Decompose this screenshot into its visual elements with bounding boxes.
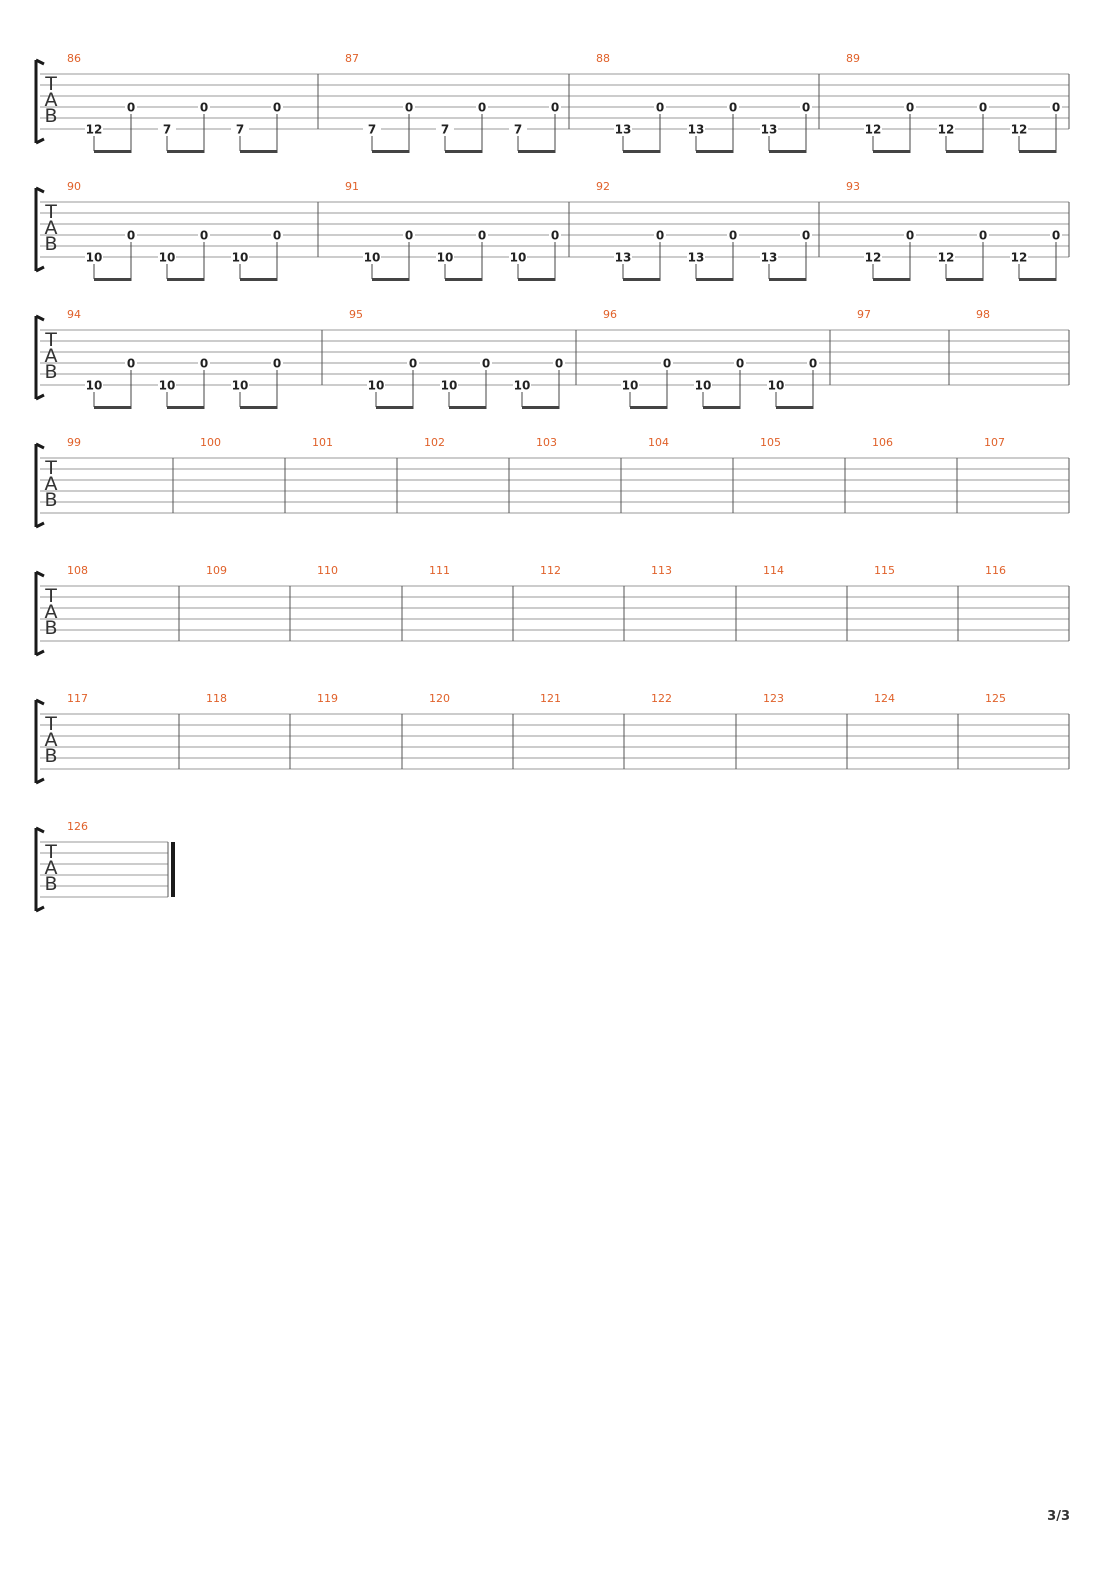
fret-number: 0 — [801, 228, 811, 243]
system-bracket — [36, 700, 44, 783]
note-beam — [376, 406, 414, 409]
tab-clef-letter: T — [45, 841, 57, 863]
measure-number: 92 — [596, 180, 610, 193]
fret-number: 7 — [162, 122, 172, 137]
tab-system — [36, 180, 1069, 281]
note-beam — [769, 278, 807, 281]
fret-number: 10 — [694, 378, 712, 393]
fret-number: 0 — [655, 228, 665, 243]
beat-group — [85, 356, 137, 409]
measure — [67, 436, 173, 513]
beat-group — [687, 228, 739, 281]
note-beam — [623, 150, 661, 153]
beat-group — [760, 100, 812, 153]
measure-number: 113 — [651, 564, 672, 577]
tab-clef-letter: B — [44, 617, 58, 639]
measure — [763, 692, 847, 769]
fret-number: 10 — [231, 250, 249, 265]
measure — [874, 692, 958, 769]
fret-number: 12 — [864, 122, 882, 137]
system-bracket — [36, 572, 44, 655]
beat-group — [687, 100, 739, 153]
fret-number: 0 — [978, 100, 988, 115]
fret-number: 0 — [801, 100, 811, 115]
fret-number: 13 — [760, 250, 778, 265]
beat-group — [436, 100, 488, 153]
fret-number: 13 — [614, 122, 632, 137]
tab-clef-letter: A — [44, 729, 58, 751]
measure-number: 94 — [67, 308, 81, 321]
measure-number: 88 — [596, 52, 610, 65]
measure-number: 91 — [345, 180, 359, 193]
fret-number: 0 — [199, 228, 209, 243]
measure-number: 101 — [312, 436, 333, 449]
measure — [206, 564, 290, 641]
system-bracket — [36, 828, 44, 911]
measure — [984, 436, 1069, 513]
measure-number: 90 — [67, 180, 81, 193]
beat-group — [436, 228, 488, 281]
measure — [345, 52, 569, 153]
measure — [67, 564, 179, 641]
tab-clef-letter: A — [44, 601, 58, 623]
page-number: 3/3 — [1047, 1509, 1070, 1524]
note-beam — [873, 150, 911, 153]
fret-number: 0 — [662, 356, 672, 371]
beat-group — [864, 228, 916, 281]
fret-number: 0 — [655, 100, 665, 115]
measure-number: 106 — [872, 436, 893, 449]
beat-group — [231, 356, 283, 409]
measure — [651, 692, 736, 769]
system-bracket — [36, 60, 44, 143]
fret-number: 0 — [905, 100, 915, 115]
tab-clef-letter: T — [45, 713, 57, 735]
note-beam — [623, 278, 661, 281]
fret-number: 12 — [1010, 122, 1028, 137]
measure-number: 98 — [976, 308, 990, 321]
measure-number: 111 — [429, 564, 450, 577]
measure-number: 119 — [317, 692, 338, 705]
fret-number: 7 — [513, 122, 523, 137]
note-beam — [94, 150, 132, 153]
measure-number: 125 — [985, 692, 1006, 705]
beat-group — [509, 100, 561, 153]
tab-clef-letter: A — [44, 217, 58, 239]
fret-number: 13 — [687, 122, 705, 137]
measure — [846, 52, 1069, 153]
fret-number: 10 — [231, 378, 249, 393]
measure-number: 102 — [424, 436, 445, 449]
measure — [872, 436, 957, 513]
note-beam — [240, 278, 278, 281]
fret-number: 0 — [1051, 228, 1061, 243]
fret-number: 13 — [760, 122, 778, 137]
measure-number: 109 — [206, 564, 227, 577]
beat-group — [440, 356, 492, 409]
measure — [312, 436, 397, 513]
note-beam — [769, 150, 807, 153]
fret-number: 0 — [404, 100, 414, 115]
fret-number: 0 — [550, 228, 560, 243]
note-beam — [445, 278, 483, 281]
fret-number: 7 — [440, 122, 450, 137]
beat-group — [85, 100, 137, 153]
measure — [317, 692, 402, 769]
fret-number: 0 — [477, 228, 487, 243]
measure — [200, 436, 285, 513]
note-beam — [372, 150, 410, 153]
note-beam — [167, 406, 205, 409]
measure-number: 107 — [984, 436, 1005, 449]
fret-number: 0 — [978, 228, 988, 243]
note-beam — [240, 406, 278, 409]
fret-number: 12 — [1010, 250, 1028, 265]
tab-system — [36, 692, 1069, 783]
fret-number: 0 — [808, 356, 818, 371]
beat-group — [1010, 100, 1062, 153]
beat-group — [363, 228, 415, 281]
measure — [648, 436, 733, 513]
beat-group — [760, 228, 812, 281]
note-beam — [94, 278, 132, 281]
measure-number: 117 — [67, 692, 88, 705]
measure — [67, 180, 318, 281]
note-beam — [167, 278, 205, 281]
fret-number: 12 — [937, 122, 955, 137]
tab-clef-letter: T — [45, 201, 57, 223]
note-beam — [445, 150, 483, 153]
beat-group — [621, 356, 673, 409]
beat-group — [694, 356, 746, 409]
measure — [206, 692, 290, 769]
beat-group — [158, 228, 210, 281]
measure — [67, 52, 318, 153]
measure-number: 93 — [846, 180, 860, 193]
beat-group — [937, 228, 989, 281]
measure-number: 100 — [200, 436, 221, 449]
measure — [857, 308, 949, 385]
fret-number: 0 — [126, 100, 136, 115]
fret-number: 0 — [728, 100, 738, 115]
measure-number: 89 — [846, 52, 860, 65]
final-barline — [171, 842, 175, 897]
fret-number: 13 — [614, 250, 632, 265]
beat-group — [864, 100, 916, 153]
fret-number: 0 — [272, 228, 282, 243]
measure — [424, 436, 509, 513]
system-bracket — [36, 188, 44, 271]
note-beam — [522, 406, 560, 409]
tab-clef-letter: T — [45, 457, 57, 479]
fret-number: 10 — [85, 250, 103, 265]
tab-clef-letter: B — [44, 361, 58, 383]
tab-clef-letter: T — [45, 73, 57, 95]
measure — [349, 308, 576, 409]
tab-clef-letter: B — [44, 489, 58, 511]
measure — [760, 436, 845, 513]
fret-number: 7 — [235, 122, 245, 137]
fret-number: 0 — [199, 100, 209, 115]
measure-number: 124 — [874, 692, 895, 705]
fret-number: 13 — [687, 250, 705, 265]
measure — [429, 564, 513, 641]
tab-system — [36, 308, 1069, 409]
note-beam — [372, 278, 410, 281]
measure-number: 97 — [857, 308, 871, 321]
measure — [603, 308, 830, 409]
fret-number: 10 — [85, 378, 103, 393]
fret-number: 0 — [905, 228, 915, 243]
tab-system — [36, 436, 1069, 527]
note-beam — [630, 406, 668, 409]
note-beam — [518, 278, 556, 281]
note-beam — [1019, 278, 1057, 281]
measure-number: 86 — [67, 52, 81, 65]
measure-number: 115 — [874, 564, 895, 577]
tab-clef-letter: A — [44, 857, 58, 879]
measure-number: 95 — [349, 308, 363, 321]
measure-number: 122 — [651, 692, 672, 705]
measure-number: 110 — [317, 564, 338, 577]
note-beam — [167, 150, 205, 153]
measure — [540, 564, 624, 641]
beat-group — [231, 100, 283, 153]
measure-number: 103 — [536, 436, 557, 449]
measure-number: 104 — [648, 436, 669, 449]
tab-system — [36, 820, 175, 911]
tab-clef-letter: T — [45, 585, 57, 607]
system-bracket — [36, 444, 44, 527]
measure-number: 96 — [603, 308, 617, 321]
system-bracket — [36, 316, 44, 399]
tab-clef-letter: T — [45, 329, 57, 351]
fret-number: 10 — [158, 378, 176, 393]
measure-number: 126 — [67, 820, 88, 833]
fret-number: 0 — [477, 100, 487, 115]
measure — [536, 436, 621, 513]
measure — [596, 52, 819, 153]
measure — [540, 692, 624, 769]
measure — [763, 564, 847, 641]
measure — [429, 692, 513, 769]
beat-group — [767, 356, 819, 409]
measure-number: 114 — [763, 564, 784, 577]
measure — [976, 308, 1069, 385]
fret-number: 0 — [481, 356, 491, 371]
tab-clef-letter: B — [44, 233, 58, 255]
fret-number: 10 — [367, 378, 385, 393]
measure — [874, 564, 958, 641]
beat-group — [85, 228, 137, 281]
measure-number: 123 — [763, 692, 784, 705]
note-beam — [703, 406, 741, 409]
measure — [67, 820, 175, 897]
beat-group — [509, 228, 561, 281]
beat-group — [367, 356, 419, 409]
measure-number: 105 — [760, 436, 781, 449]
measure — [985, 564, 1069, 641]
measure — [985, 692, 1069, 769]
tab-system — [36, 52, 1069, 153]
fret-number: 0 — [126, 228, 136, 243]
fret-number: 0 — [1051, 100, 1061, 115]
note-beam — [696, 278, 734, 281]
fret-number: 0 — [126, 356, 136, 371]
measure — [67, 308, 322, 409]
measure-number: 108 — [67, 564, 88, 577]
fret-number: 12 — [937, 250, 955, 265]
fret-number: 10 — [440, 378, 458, 393]
beat-group — [363, 100, 415, 153]
beat-group — [158, 356, 210, 409]
fret-number: 0 — [550, 100, 560, 115]
fret-number: 0 — [728, 228, 738, 243]
tab-clef-letter: A — [44, 89, 58, 111]
tab-clef-letter: B — [44, 105, 58, 127]
beat-group — [614, 100, 666, 153]
measure — [651, 564, 736, 641]
note-beam — [946, 278, 984, 281]
tab-clef-letter: A — [44, 345, 58, 367]
tab-clef-letter: B — [44, 745, 58, 767]
note-beam — [449, 406, 487, 409]
fret-number: 10 — [363, 250, 381, 265]
fret-number: 10 — [513, 378, 531, 393]
fret-number: 0 — [408, 356, 418, 371]
note-beam — [776, 406, 814, 409]
measure — [67, 692, 179, 769]
measure-number: 121 — [540, 692, 561, 705]
beat-group — [937, 100, 989, 153]
fret-number: 0 — [404, 228, 414, 243]
fret-number: 0 — [272, 356, 282, 371]
fret-number: 10 — [158, 250, 176, 265]
fret-number: 10 — [621, 378, 639, 393]
fret-number: 10 — [767, 378, 785, 393]
fret-number: 0 — [199, 356, 209, 371]
measure-number: 99 — [67, 436, 81, 449]
note-beam — [946, 150, 984, 153]
beat-group — [231, 228, 283, 281]
note-beam — [696, 150, 734, 153]
tab-system — [36, 564, 1069, 655]
beat-group — [513, 356, 565, 409]
tab-clef-letter: A — [44, 473, 58, 495]
measure-number: 118 — [206, 692, 227, 705]
beat-group — [614, 228, 666, 281]
note-beam — [94, 406, 132, 409]
note-beam — [518, 150, 556, 153]
beat-group — [158, 100, 210, 153]
note-beam — [1019, 150, 1057, 153]
note-beam — [873, 278, 911, 281]
fret-number: 10 — [436, 250, 454, 265]
tab-clef-letter: B — [44, 873, 58, 895]
fret-number: 0 — [735, 356, 745, 371]
beat-group — [1010, 228, 1062, 281]
measure — [596, 180, 819, 281]
note-beam — [240, 150, 278, 153]
fret-number: 12 — [85, 122, 103, 137]
fret-number: 0 — [272, 100, 282, 115]
fret-number: 10 — [509, 250, 527, 265]
measure-number: 120 — [429, 692, 450, 705]
measure-number: 87 — [345, 52, 359, 65]
measure — [317, 564, 402, 641]
measure-number: 112 — [540, 564, 561, 577]
fret-number: 7 — [367, 122, 377, 137]
measure-number: 116 — [985, 564, 1006, 577]
fret-number: 0 — [554, 356, 564, 371]
measure — [345, 180, 569, 281]
measure — [846, 180, 1069, 281]
fret-number: 12 — [864, 250, 882, 265]
